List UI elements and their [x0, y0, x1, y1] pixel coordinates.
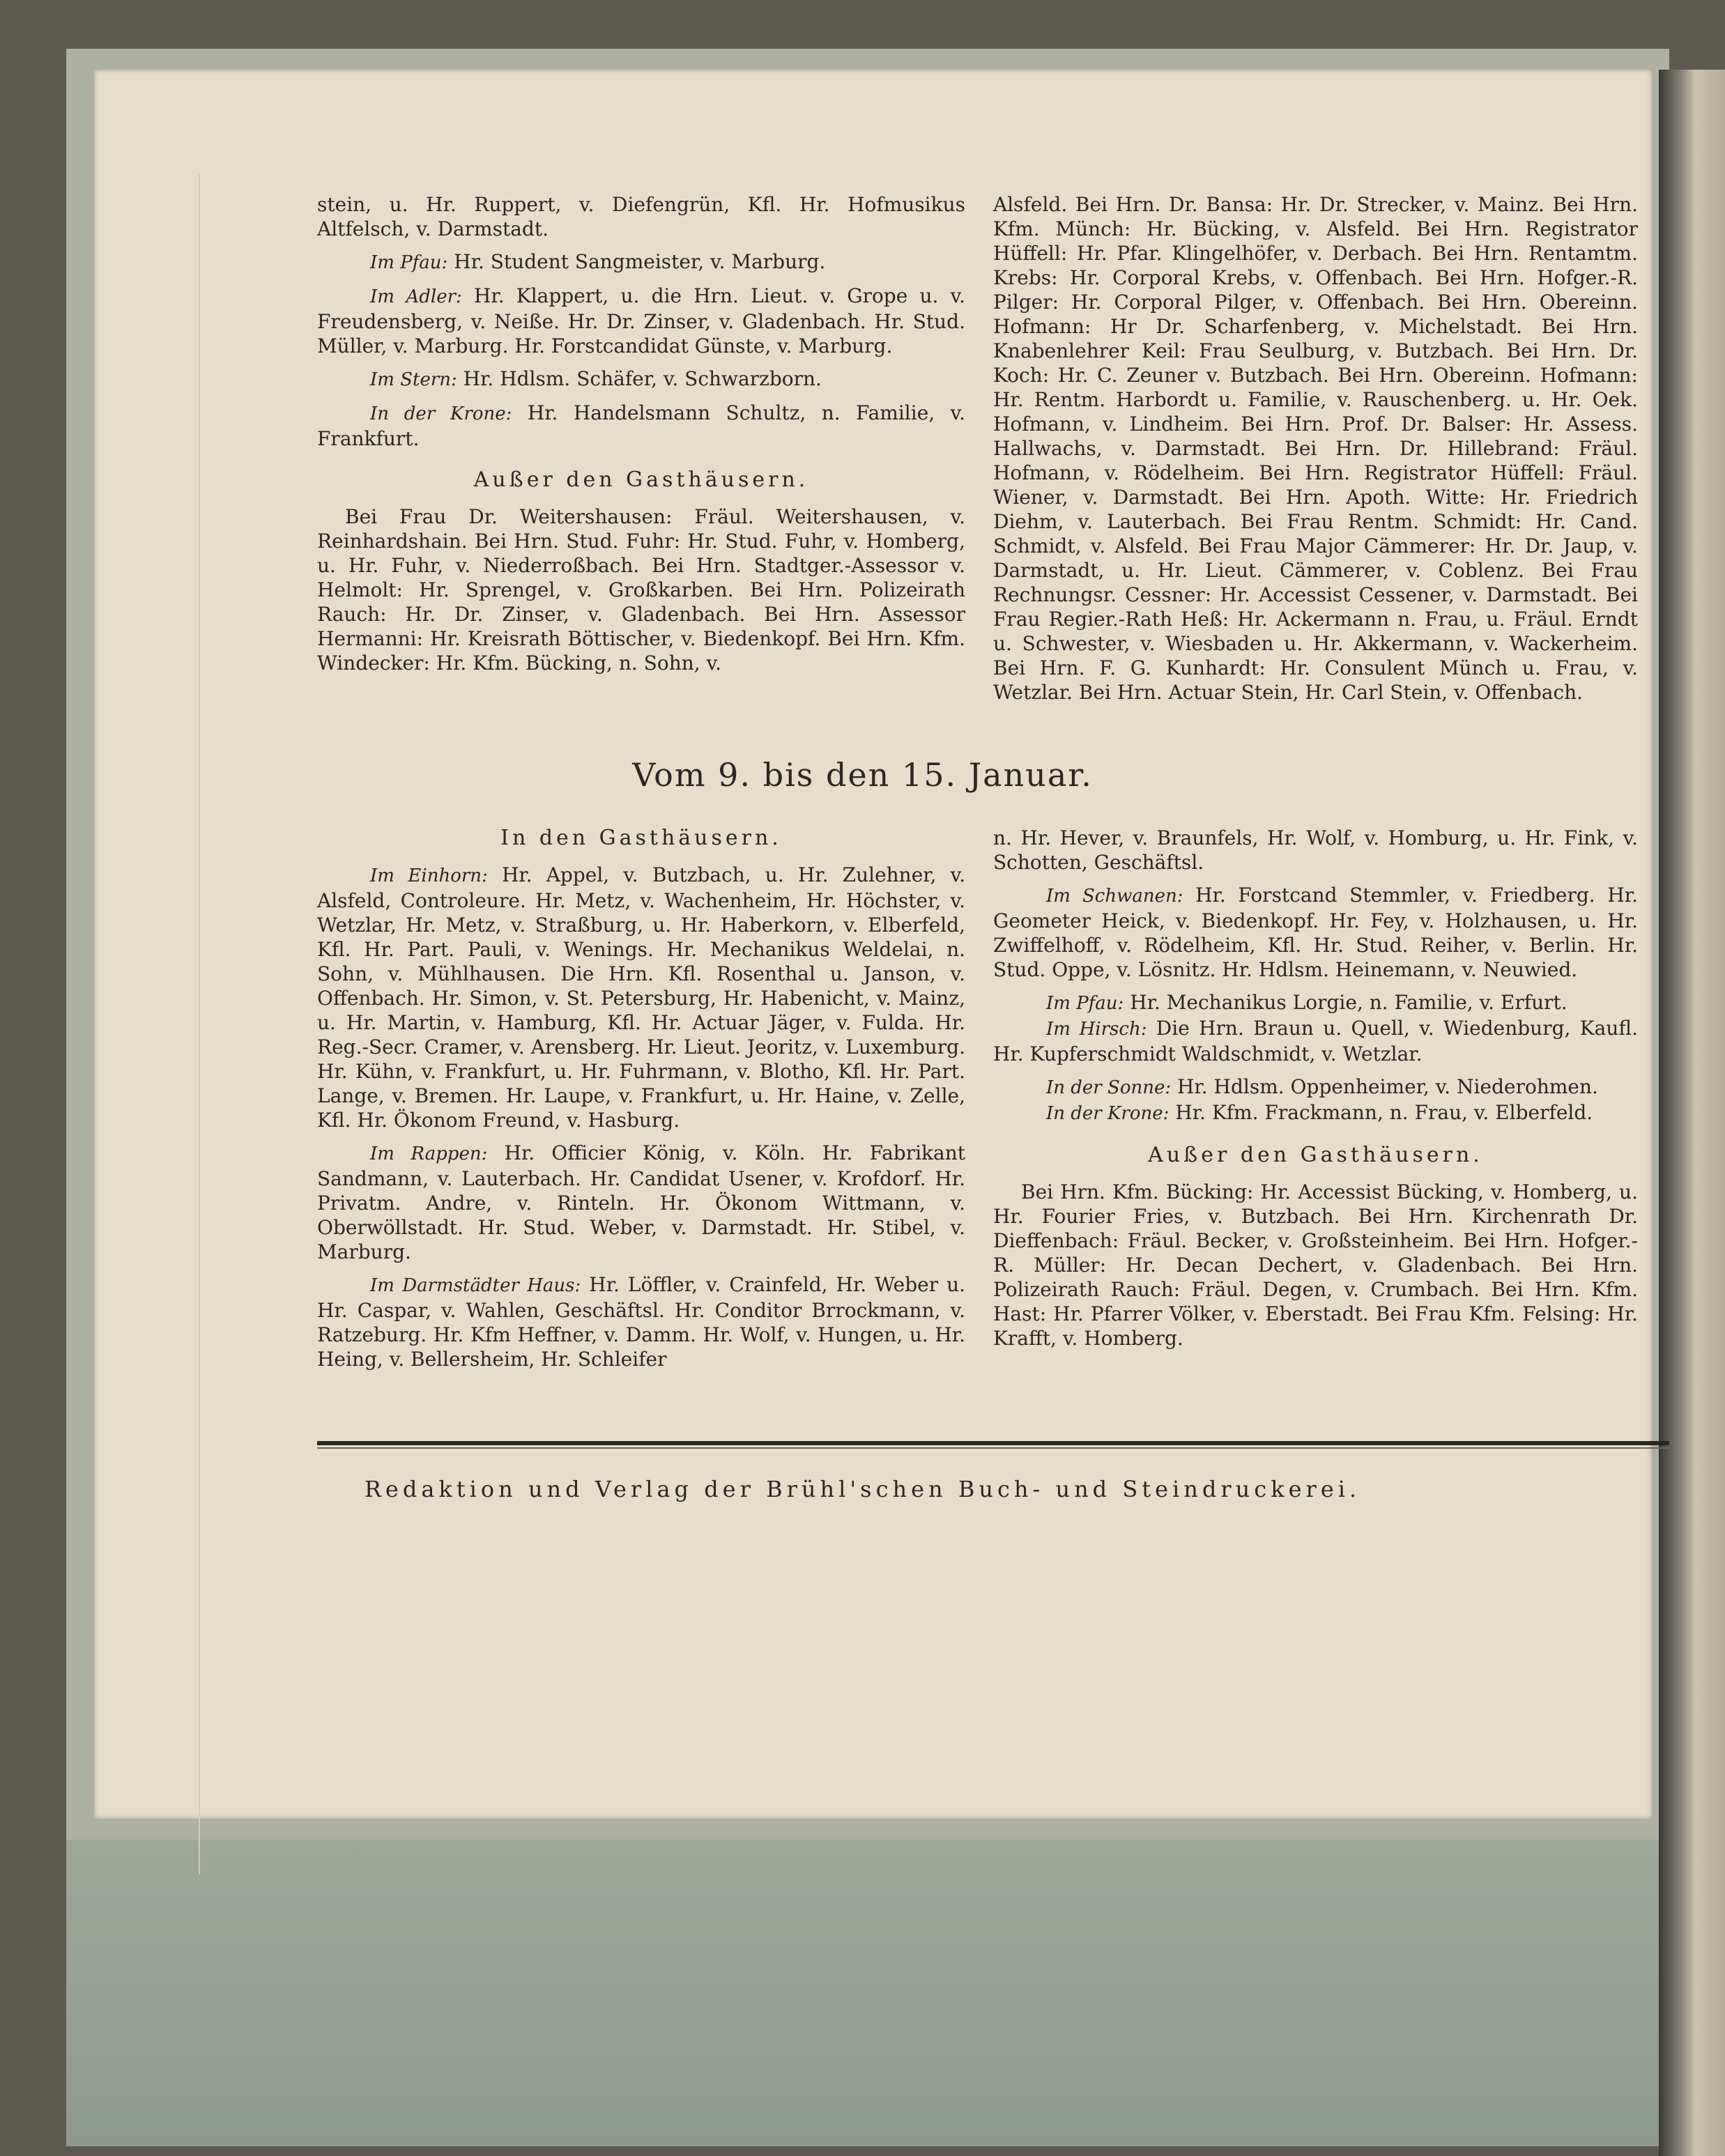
ausser-text: Bei Hrn. Kfm. Bücking: Hr. Accessist Bücking, v. Homberg, u. Hr. Fourier Fries, v. Butzbach. Bei Hrn. Kirchenrath Dr. Dieffenbach: Fräul. Becker, v. Großsteinheim. Bei Hrn. Hofger.-R. Müller: Hr. Decan Dechert, v. Gladenbach. Bei Hrn. Polizeirath Rauch: Fräul. Degen, v. Crumbach. Bei Hrn. Kfm. Hast: Hr. Pfarrer Völker, v. Eberstadt. Bei Frau Kfm. Felsing: Hr. Krafft, v. Homberg.: [993, 1180, 1638, 1350]
entry-pfau: [993, 990, 1638, 1016]
entry-text: Die Hrn. Braun u. Quell, v. Wiedenburg, Kaufl. Hr. Kupferschmidt Waldschmidt, v. Wetzlar.: [993, 1017, 1638, 1065]
bottom-right-para-1: n. Hr. Hever, v. Braunfels, Hr. Wolf, v. Homburg, u. Hr. Fink, v. Schotten, Geschäftsl.: [993, 826, 1638, 874]
date-heading: Vom 9. bis den 15. Januar.: [632, 756, 1093, 794]
entry-text: Hr. Kfm. Frackmann, n. Frau, v. Elberfeld.: [1175, 1101, 1593, 1124]
place-label: Im Hirsch:: [1046, 1019, 1147, 1040]
place-label: Im Darmstädter Haus:: [370, 1275, 581, 1296]
place-label: Im Pfau:: [1046, 993, 1124, 1014]
entry-krone: [993, 1100, 1638, 1126]
entry-text: Hr. Hdlsm. Schäfer, v. Schwarzborn.: [463, 367, 822, 390]
place-label: Im Stern:: [370, 369, 457, 390]
entry-hirsch: [993, 1016, 1638, 1066]
bottom-right-column: [993, 826, 1638, 1359]
entry-darmstaedter-haus: [317, 1272, 965, 1371]
top-left-column: [317, 192, 965, 684]
top-right-text: Alsfeld. Bei Hrn. Dr. Bansa: Hr. Dr. Strecker, v. Mainz. Bei Hrn. Kfm. Münch: Hr. Bücking, v. Alsfeld. Bei Hrn. Registrator Hüffell: Hr. Pfar. Klingelhöfer, v. Derbach. Bei Hrn. Rentamtm. Krebs: Hr. Corporal Krebs, v. Offenbach. Bei Hrn. Hofger.-R. Pilger: Hr. Corporal Pilger, v. Offenbach. Bei Hrn. Obereinn. Hofmann: Hr Dr. Scharfenberg, v. Michelstadt. Bei Hrn. Knabenlehrer Keil: Frau Seulburg, v. Butzbach. Bei Hrn. Dr. Koch: Hr. C. Zeuner v. Butzbach. Bei Hrn. Obereinn. Hofmann: Hr. Rentm. Harbordt u. Familie, v. Rauschenberg. u. Hr. Oek. Hofmann, v. Lindheim. Bei Hrn. Prof. Dr. Balser: Hr. Assess. Hallwachs, v. Darmstadt. Bei Hrn. Dr. Hillebrand: Fräul. Hofmann, v. Rödelheim. Bei Hrn. Registrator Hüffell: Fräul. Wiener, v. Darmstadt. Bei Hrn. Apoth. Witte: Hr. Friedrich Diehm, v. Lauterbach. Bei Frau Rentm. Schmidt: Hr. Cand. Schmidt, v. Alsfeld. Bei Frau Major Cämmerer: Hr. Dr. Jaup, v. Darmstadt, u. Hr. Lieut. Cämmerer, v. Coblenz. Bei Frau Rechnungsr. Cessner: Hr. Accessist Cessener, v. Darmstadt. Bei Frau Regier.-Rath Heß: Hr. Ackermann n. Frau, u. Fräul. Erndt u. Schwester, v. Wiesbaden u. Hr. Akkermann, v. Wackerheim. Bei Hrn. F. G. Kunhardt: Hr. Consulent Münch u. Frau, v. Wetzlar. Bei Hrn. Actuar Stein, Hr. Carl Stein, v. Offenbach.: [993, 193, 1638, 704]
section-heading: Außer den Gasthäusern.: [1148, 1143, 1483, 1167]
entry-krone: [317, 401, 965, 451]
place-label: Im Einhorn:: [370, 865, 488, 886]
entry-stern: [317, 367, 965, 392]
place-label: Im Adler:: [370, 286, 462, 307]
entry-text: Hr. Officier König, v. Köln. Hr. Fabrikant Sandmann, v. Lauterbach. Hr. Candidat Usener, v. Krofdorf. Hr. Privatm. Andre, v. Rinteln. Hr. Ökonom Wittmann, v. Oberwöllstadt. Hr. Stud. Weber, v. Darmstadt. Hr. Stibel, v. Marburg.: [317, 1141, 966, 1263]
section-heading: Außer den Gasthäusern.: [473, 468, 809, 492]
entry-text: Hr. Forstcand Stemmler, v. Friedberg. Hr. Geometer Heick, v. Biedenkopf. Hr. Fey, v. Holzhausen, u. Hr. Zwiffelhoff, v. Rödelheim, Kfl. Hr. Stud. Reiher, v. Berlin. Hr. Stud. Oppe, v. Lösnitz. Hr. Hdlsm. Heinemann, v. Neuwied.: [993, 884, 1638, 981]
top-right-column: [993, 192, 1638, 713]
entry-text: Hr. Mechanikus Lorgie, n. Familie, v. Erfurt.: [1130, 991, 1567, 1014]
entry-sonne: [993, 1075, 1638, 1100]
top-left-para-1: stein, u. Hr. Ruppert, v. Diefengrün, Kfl. Hr. Hofmusikus Altfelsch, v. Darmstadt.: [317, 193, 965, 240]
entry-rappen: [317, 1141, 965, 1264]
place-label: In der Krone:: [370, 403, 512, 424]
entry-pfau: [317, 249, 965, 275]
place-label: In der Krone:: [1046, 1103, 1170, 1124]
place-label: Im Rappen:: [370, 1144, 488, 1164]
entry-schwanen: [993, 883, 1638, 982]
entry-text: Hr. Löffler, v. Crainfeld, Hr. Weber u. Hr. Caspar, v. Wahlen, Geschäftsl. Hr. Conditor Brrockmann, v. Ratzeburg. Hr. Kfm Heffner, v. Damm. Hr. Wolf, v. Hungen, u. Hr. Heing, v. Bellersheim, Hr. Schleifer: [317, 1273, 966, 1371]
entry-text: Hr. Student Sangmeister, v. Marburg.: [454, 250, 826, 273]
entry-einhorn: [317, 863, 965, 1132]
ausser-text: Bei Frau Dr. Weitershausen: Fräul. Weitershausen, v. Reinhardshain. Bei Hrn. Stud. Fuhr: Hr. Stud. Fuhr, v. Homberg, u. Hr. Fuhr, v. Niederroßbach. Bei Hrn. Stadtger.-Assessor v. Helmolt: Hr. Sprengel, v. Großkarben. Bei Hrn. Polizeirath Rauch: Hr. Dr. Zinser, v. Gladenbach. Bei Hrn. Assessor Hermanni: Hr. Kreisrath Böttischer, v. Biedenkopf. Bei Hrn. Kfm. Windecker: Hr. Kfm. Bücking, n. Sohn, v.: [317, 505, 965, 675]
place-label: Im Pfau:: [370, 252, 448, 273]
place-label: In der Sonne:: [1046, 1077, 1172, 1098]
section-heading: In den Gasthäusern.: [500, 826, 782, 850]
imprint-footer: Redaktion und Verlag der Brühl'schen Buch- und Steindruckerei.: [364, 1476, 1361, 1502]
place-label: Im Schwanen:: [1046, 886, 1183, 907]
entry-text: Hr. Hdlsm. Oppenheimer, v. Niederohmen.: [1177, 1075, 1598, 1098]
footer-rule: [317, 1441, 1669, 1445]
footer-rule-thin: [317, 1447, 1669, 1449]
entry-text: Hr. Klappert, u. die Hrn. Lieut. v. Grope u. v. Freudensberg, v. Neiße. Hr. Dr. Zinser, v. Gladenbach. Hr. Stud. Müller, v. Marburg. Hr. Forstcandidat Günste, v. Marburg.: [317, 284, 965, 357]
entry-adler: [317, 284, 965, 358]
entry-text: Hr. Handelsmann Schultz, n. Familie, v. Frankfurt.: [317, 401, 965, 450]
entry-text: Hr. Appel, v. Butzbach, u. Hr. Zulehner, v. Alsfeld, Controleure. Hr. Metz, v. Wachenheim, Hr. Höchster, v. Wetzlar, Hr. Metz, v. Straßburg, u. Hr. Haberkorn, v. Elberfeld, Kfl. Hr. Part. Pauli, v. Wenings. Hr. Mechanikus Weldelai, n. Sohn, v. Mühlhausen. Die Hrn. Kfl. Rosenthal u. Janson, v. Offenbach. Hr. Simon, v. St. Petersburg, Hr. Habenicht, v. Mainz, u. Hr. Martin, v. Hamburg, Kfl. Hr. Actuar Jäger, v. Fulda. Hr. Reg.-Secr. Cramer, v. Arensberg. Hr. Lieut. Jeoritz, v. Luxemburg. Hr. Kühn, v. Frankfurt, u. Hr. Fuhrmann, v. Blotho, Kfl. Hr. Part. Lange, v. Bremen. Hr. Laupe, v. Frankfurt, u. Hr. Haine, v. Zelle, Kfl. Hr. Ökonom Freund, v. Hasburg.: [317, 863, 966, 1132]
bottom-left-column: [317, 826, 965, 1380]
